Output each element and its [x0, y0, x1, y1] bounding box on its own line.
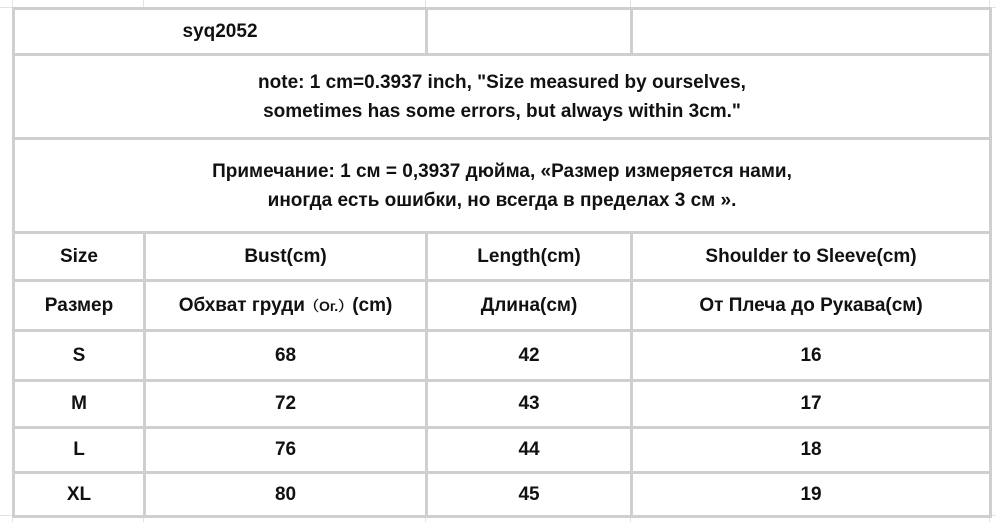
header-ru-size[interactable]: Размер: [14, 281, 145, 331]
header-ru-row: [14, 281, 991, 331]
bust-cell[interactable]: 68: [145, 331, 427, 381]
bust-cell[interactable]: 76: [145, 428, 427, 473]
header-ru-length[interactable]: Длина(см): [427, 281, 632, 331]
length-cell[interactable]: 43: [427, 381, 632, 428]
size-cell[interactable]: M: [14, 381, 145, 428]
length-cell[interactable]: 42: [427, 331, 632, 381]
empty-cell[interactable]: [427, 9, 632, 55]
size-cell[interactable]: S: [14, 331, 145, 381]
header-ru-shoulder[interactable]: От Плеча до Рукава(см): [632, 281, 991, 331]
length-cell[interactable]: 44: [427, 428, 632, 473]
note-ru-line: Примечание: 1 см = 0,3937 дюйма, «Размер измеряется нами,: [212, 160, 792, 182]
note-en-row: [14, 55, 991, 139]
length-cell[interactable]: 45: [427, 473, 632, 517]
empty-cell[interactable]: [632, 9, 991, 55]
code-row: [14, 9, 991, 55]
product-code: syq2052: [182, 20, 258, 42]
shoulder-cell[interactable]: 17: [632, 381, 991, 428]
size-cell[interactable]: XL: [14, 473, 145, 517]
header-ru-bust[interactable]: [145, 281, 427, 331]
header-bust[interactable]: Bust(cm): [145, 233, 427, 281]
note-ru-row: [14, 139, 991, 233]
header-length[interactable]: Length(cm): [427, 233, 632, 281]
shoulder-cell[interactable]: 16: [632, 331, 991, 381]
note-en-line: note: 1 cm=0.3937 inch, "Size measured by ourselves,: [258, 71, 746, 93]
note-en-line: sometimes has some errors, but always within 3cm.": [263, 100, 741, 122]
note-ru-cell[interactable]: [14, 139, 991, 233]
header-size[interactable]: Size: [14, 233, 145, 281]
note-ru-line: иногда есть ошибки, но всегда в пределах 3 см ».: [267, 189, 737, 211]
header-shoulder[interactable]: Shoulder to Sleeve(cm): [632, 233, 991, 281]
table-row: [14, 428, 991, 473]
header-ru-bust-main: Обхват груди: [178, 294, 305, 316]
table-row: [14, 381, 991, 428]
size-cell[interactable]: L: [14, 428, 145, 473]
bust-cell[interactable]: 72: [145, 381, 427, 428]
note-en-cell[interactable]: [14, 55, 991, 139]
table-row: [14, 331, 991, 381]
header-en-row: [14, 233, 991, 281]
header-ru-bust-unit: (cm): [352, 294, 393, 316]
header-ru-bust-mid: （Ог.）: [304, 297, 353, 314]
shoulder-cell[interactable]: 19: [632, 473, 991, 517]
size-chart-table: [12, 7, 992, 518]
product-code-cell[interactable]: [14, 9, 427, 55]
bust-cell[interactable]: 80: [145, 473, 427, 517]
table-row: [14, 473, 991, 517]
shoulder-cell[interactable]: 18: [632, 428, 991, 473]
